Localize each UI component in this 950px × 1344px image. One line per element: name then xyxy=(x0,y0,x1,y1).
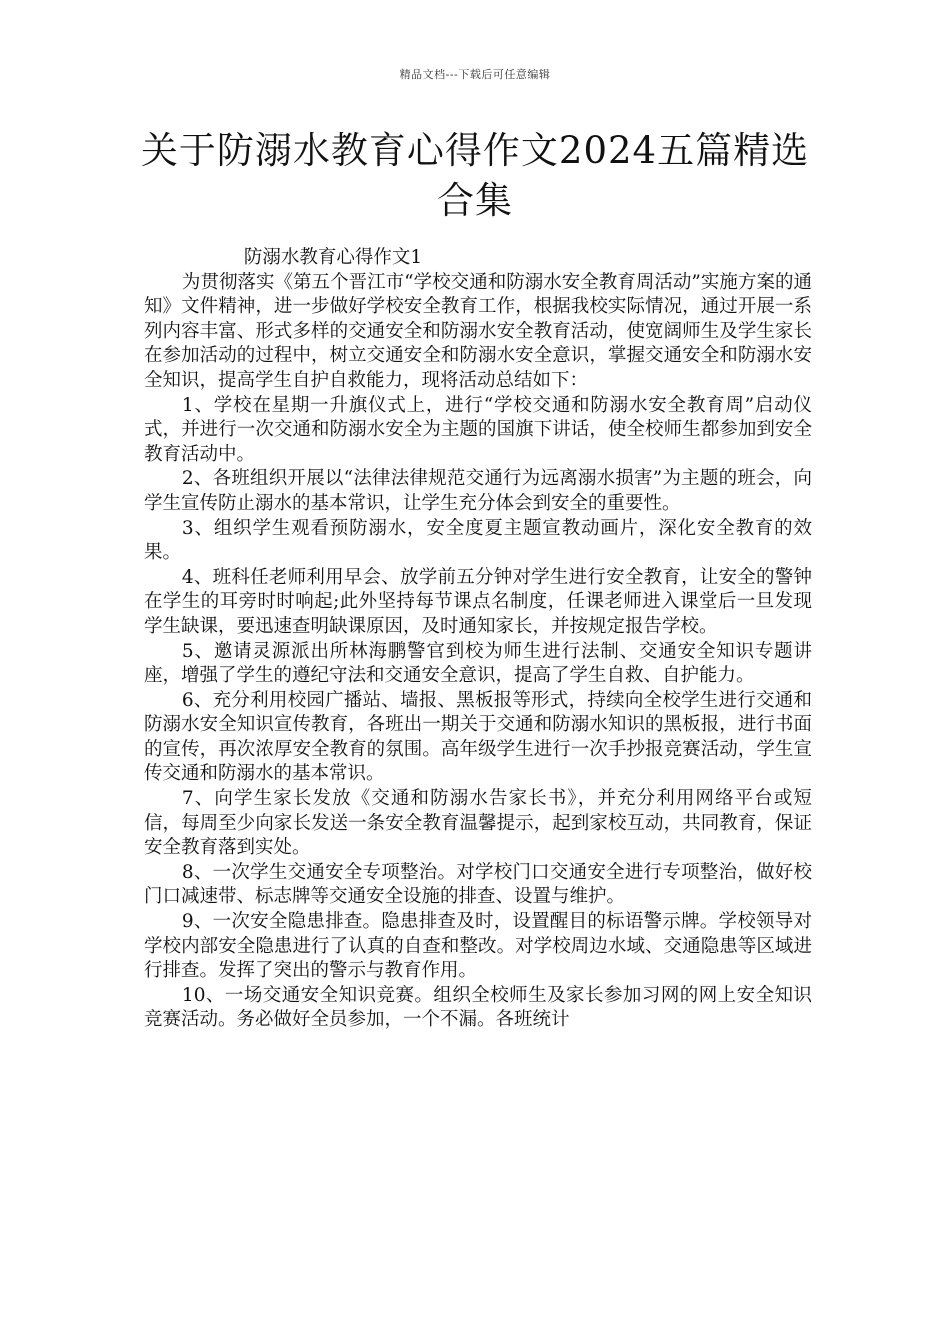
paragraph: 4、班科任老师利用早会、放学前五分钟对学生进行安全教育，让安全的警钟在学生的耳旁时时响起;此外坚持每节课点名制度，任课老师进入课堂后一旦发现学生缺课，要迅速查明缺课原因，及时通知家长，并按规定报告学校。 xyxy=(144,566,812,637)
paragraph: 6、充分利用校园广播站、墙报、黑板报等形式，持续向全校学生进行交通和防溺水安全知识宣传教育，各班出一期关于交通和防溺水知识的黑板报，进行书面的宣传，再次浓厚安全教育的氛围。高年级学生进行一次手抄报竞赛活动，学生宣传交通和防溺水的基本常识。 xyxy=(144,689,812,785)
document-title: 关于防溺水教育心得作文2024五篇精选合集 xyxy=(140,129,810,222)
paragraph: 3、组织学生观看预防溺水，安全度夏主题宣教动画片，深化安全教育的效果。 xyxy=(144,517,812,564)
paragraph: 8、一次学生交通安全专项整治。对学校门口交通安全进行专项整治，做好校门口减速带、标志牌等交通安全设施的排查、设置与维护。 xyxy=(144,861,812,908)
paragraph: 1、学校在星期一升旗仪式上，进行“学校交通和防溺水安全教育周”启动仪式，并进行一次交通和防溺水安全为主题的国旗下讲话，使全校师生都参加到安全教育活动中。 xyxy=(144,394,812,465)
section-subtitle: 防溺水教育心得作文1 xyxy=(243,247,423,268)
paragraph: 5、邀请灵源派出所林海鹏警官到校为师生进行法制、交通安全知识专题讲座，增强了学生的遵纪守法和交通安全意识，提高了学生自救、自护能力。 xyxy=(144,640,812,687)
document-body xyxy=(144,246,812,1033)
header-note: 精品文档---下载后可任意编辑 xyxy=(399,68,551,81)
paragraph: 为贯彻落实《第五个晋江市“学校交通和防溺水安全教育周活动”实施方案的通知》文件精神，进一步做好学校安全教育工作，根据我校实际情况，通过开展一系列内容丰富、形式多样的交通安全和防溺水安全教育活动，使宽阔师生及学生家长在参加活动的过程中，树立交通安全和防溺水安全意识，掌握交通安全和防溺水安全知识，提高学生自护自救能力，现将活动总结如下： xyxy=(144,271,812,391)
paragraph: 9、一次安全隐患排查。隐患排查及时，设置醒目的标语警示牌。学校领导对学校内部安全隐患进行了认真的自查和整改。对学校周边水域、交通隐患等区域进行排查。发挥了突出的警示与教育作用。 xyxy=(144,911,812,982)
paragraph: 2、各班组织开展以“法律法律规范交通行为远离溺水损害”为主题的班会，向学生宣传防止溺水的基本常识，让学生充分体会到安全的重要性。 xyxy=(144,468,812,514)
paragraph: 10、一场交通安全知识竞赛。组织全校师生及家长参加习网的网上安全知识竞赛活动。务必做好全员参加，一个不漏。各班统计 xyxy=(144,984,812,1031)
paragraph: 7、向学生家长发放《交通和防溺水告家长书》，并充分利用网络平台或短信，每周至少向家长发送一条安全教育温馨提示，起到家校互动，共同教育，保证安全教育落到实处。 xyxy=(144,788,812,859)
